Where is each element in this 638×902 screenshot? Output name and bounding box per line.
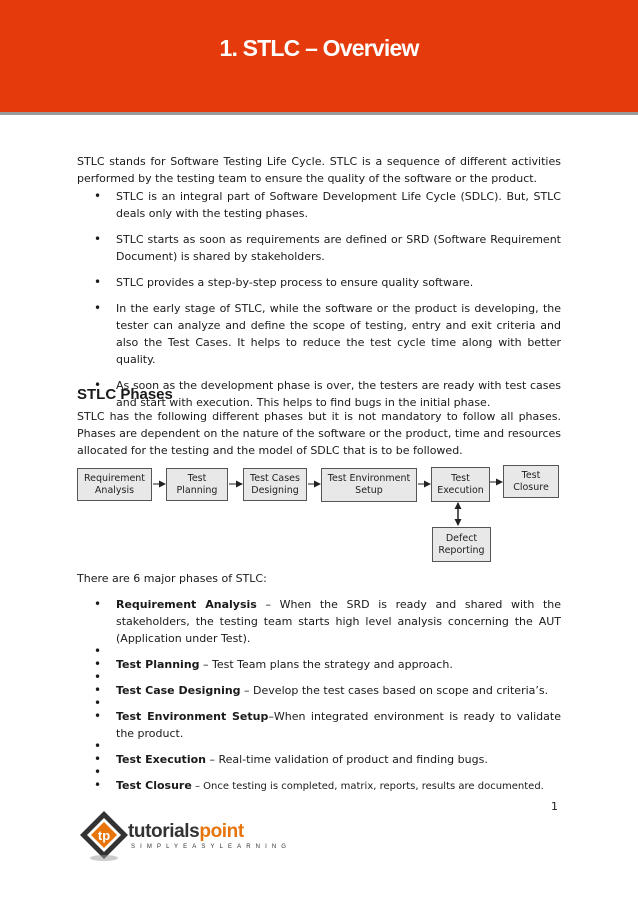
phase-desc: – Test Team plans the strategy and approach. — [199, 658, 453, 671]
tutorialspoint-logo — [78, 807, 292, 867]
overview-item: • As soon as the development phase is over, the testers are ready with test cases and start with execution. This helps to find bugs in the initial phase. — [77, 377, 561, 411]
overview-item: • STLC starts as soon as requirements are defined or SRD (Software Requirement Document) is shared by stakeholders. — [77, 231, 561, 265]
overview-item: • STLC provides a step-by-step process to ensure quality software. — [77, 274, 561, 291]
page-number: 1 — [551, 800, 558, 813]
phase-desc: – Once testing is completed, matrix, reports, results are documented. — [191, 781, 544, 792]
phase-name: Test Planning — [116, 658, 200, 671]
phase-box-test-environment-setup: Test Environment Setup — [321, 468, 417, 502]
phase-item — [77, 682, 561, 699]
chapter-title: 1. STLC – Overview — [219, 35, 419, 61]
phase-desc: –When integrated environment is ready to validate the product. — [116, 710, 561, 740]
phase-item — [77, 777, 561, 795]
overview-item: • STLC is an integral part of Software Development Life Cycle (SDLC). But, STLC deals only with the testing phases. — [77, 188, 561, 222]
phase-name: Test Execution — [116, 753, 206, 766]
phase-box-defect-reporting: Defect Reporting — [432, 527, 491, 562]
phases-intro-paragraph: STLC has the following different phases but it is not mandatory to follow all phases. Phases are dependent on the nature of the software or the product, time and resources allocated for the testing and the model of SDLC that is to be followed. — [77, 410, 561, 457]
chapter-banner — [0, 0, 638, 115]
logo-wordmark-part1: tutorials — [128, 821, 200, 842]
logo-tagline: SIMPLYEASYLEARNING — [131, 844, 292, 850]
empty-bullet — [77, 647, 561, 656]
phase-box-test-closure: Test Closure — [503, 465, 559, 498]
logo-mark-text: tp — [97, 828, 111, 843]
logo-wordmark-part2: point — [199, 821, 244, 842]
phase-desc: – Develop the test cases based on scope and criteria’s. — [240, 684, 549, 697]
phase-box-test-cases-designing: Test Cases Designing — [243, 468, 307, 501]
phase-item — [77, 596, 561, 647]
intro-paragraph: STLC stands for Software Testing Life Cycle. STLC is a sequence of different activities performed by the testing team to ensure the quality of the software or the product. — [77, 155, 561, 185]
logo-mark-icon — [78, 809, 130, 865]
empty-bullet — [77, 768, 561, 777]
empty-bullet — [77, 699, 561, 708]
phase-box-requirement-analysis: Requirement Analysis — [77, 468, 152, 501]
section-heading: STLC Phases — [77, 386, 173, 403]
phase-item — [77, 708, 561, 742]
phase-name: Test Case Designing — [116, 684, 241, 697]
phase-name: Requirement Analysis — [116, 598, 257, 611]
phases-count-line: There are 6 major phases of STLC: — [77, 572, 267, 585]
logo-wordmark — [128, 821, 244, 843]
phase-box-test-planning: Test Planning — [166, 468, 228, 501]
phase-name: Test Closure — [116, 779, 192, 792]
phase-desc: – Real-time validation of product and finding bugs. — [205, 753, 488, 766]
phase-item — [77, 751, 561, 768]
phase-name: Test Environment Setup — [116, 710, 269, 723]
phase-desc: – When the SRD is ready and shared with the stakeholders, the testing team starts high level analysis concerning the AUT (Application under Test). — [116, 598, 561, 645]
phase-box-test-execution: Test Execution — [431, 467, 490, 502]
empty-bullet — [77, 673, 561, 682]
empty-bullet — [77, 742, 561, 751]
overview-item: • In the early stage of STLC, while the software or the product is developing, the tester can analyze and define the scope of testing, entry and exit criteria and also the Test Cases. It helps to reduce the test cycle time along with better quality. — [77, 300, 561, 368]
phase-item — [77, 656, 561, 673]
phases-list — [77, 596, 561, 795]
